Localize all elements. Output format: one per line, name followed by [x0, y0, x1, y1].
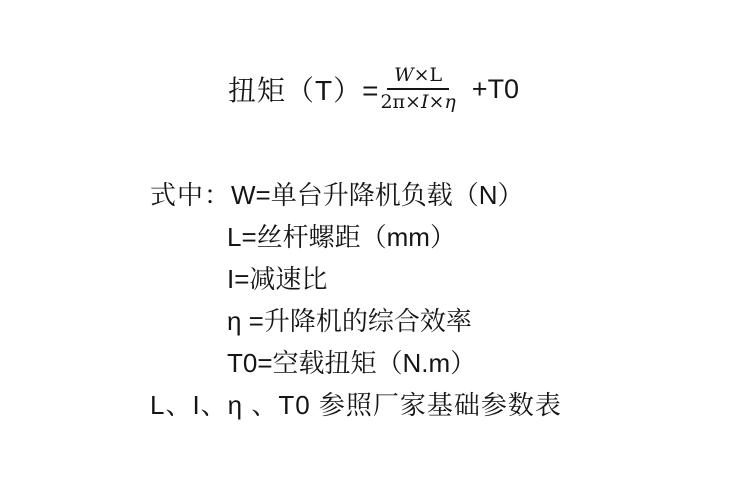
definition-item-t0: T0=空载扭矩（N.m） — [227, 348, 477, 378]
definition-item-w: W=单台升降机负载（N） — [231, 180, 524, 210]
denominator-times: × — [428, 90, 445, 113]
definitions-intro-label: 式中： — [150, 180, 232, 210]
definition-item-eta: η =升降机的综合效率 — [227, 306, 472, 336]
formula-suffix: +T0 — [471, 73, 520, 104]
definitions-intro-line — [150, 180, 562, 210]
formula-fraction — [380, 65, 455, 114]
definition-item-l: L=丝杆螺距（mm） — [227, 222, 456, 252]
torque-formula — [228, 56, 519, 122]
fraction-numerator — [387, 65, 449, 90]
numerator-variable-w: W — [394, 63, 414, 86]
definition-item-i: I=减速比 — [227, 264, 328, 294]
denominator-variable-i: I — [420, 90, 429, 113]
denominator-variable-eta: η — [444, 90, 456, 113]
formula-lhs: 扭矩（T）= — [228, 75, 380, 106]
denominator-pre: 2π× — [380, 90, 421, 113]
numerator-rest: ×L — [413, 63, 443, 86]
definitions-footnote: L、I、η 、T0 参照厂家基础参数表 — [150, 390, 562, 420]
definitions-block — [150, 180, 562, 432]
fraction-denominator — [380, 90, 455, 114]
